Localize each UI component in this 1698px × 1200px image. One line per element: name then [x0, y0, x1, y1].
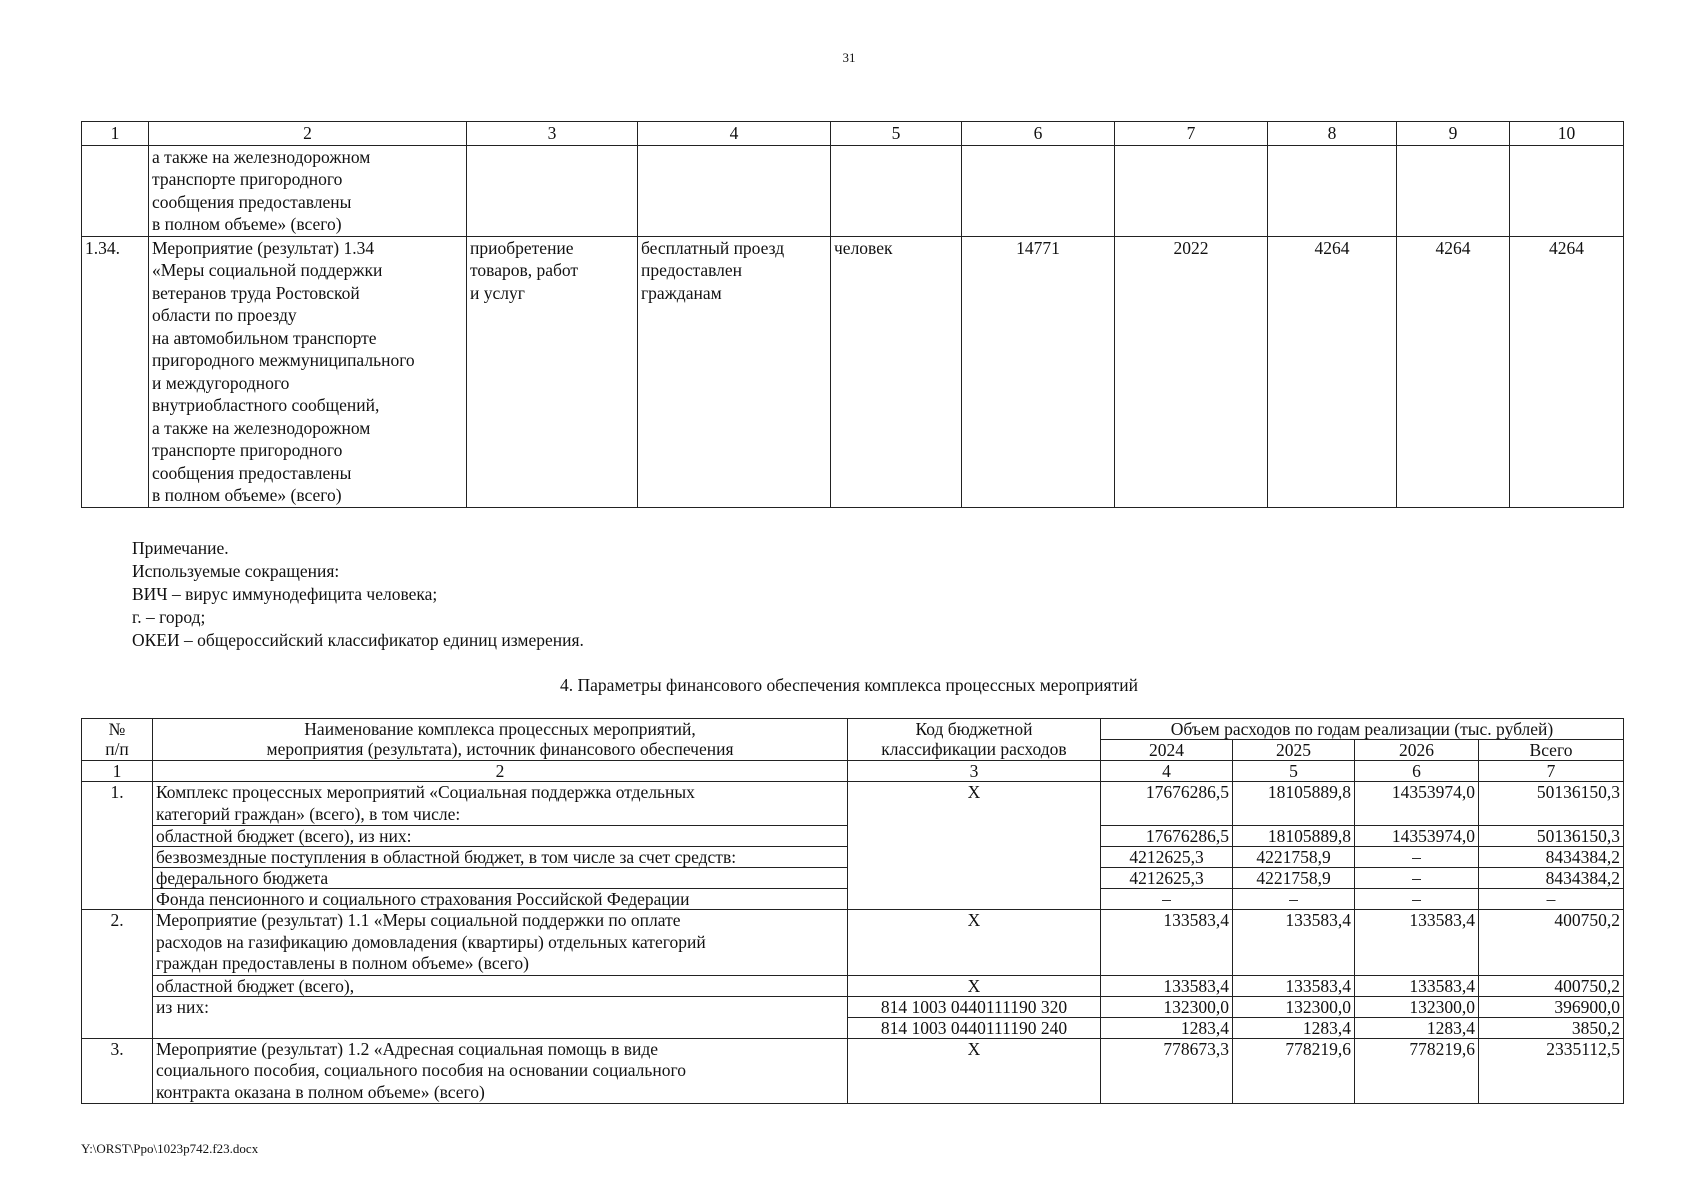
header-budget-code: Код бюджетной классификации расходов [848, 719, 1101, 761]
column-number: 6 [962, 122, 1115, 146]
value-cell: 1283,4 [1355, 1017, 1479, 1038]
financing-table [81, 718, 1624, 1104]
row-number: 1.34. [82, 236, 149, 507]
note-line: г. – город; [132, 607, 206, 627]
text-line: транспорте пригородного [152, 169, 343, 189]
column-number: 9 [1397, 122, 1510, 146]
text-line: Мероприятие (результат) 1.34 [152, 237, 375, 258]
header-year: 2025 [1233, 740, 1355, 761]
value-cell: 132300,0 [1355, 996, 1479, 1017]
value-cell: 4264 [1510, 236, 1624, 507]
column-number: 1 [82, 761, 153, 782]
value-cell: 1283,4 [1233, 1017, 1355, 1038]
column-number: 5 [1233, 761, 1355, 782]
text-line: в полном объеме» (всего) [152, 485, 342, 505]
okei-cell: 14771 [962, 236, 1115, 507]
column-number: 6 [1355, 761, 1479, 782]
text-line: а также на железнодорожном [152, 417, 371, 438]
budget-code-cell: X [848, 975, 1101, 996]
characteristic-cell [638, 236, 831, 507]
value-cell: 400750,2 [1479, 975, 1624, 996]
page-number: 31 [842, 50, 856, 65]
budget-code-cell: X [848, 782, 1101, 910]
value-cell: 2335112,5 [1479, 1038, 1624, 1104]
value-cell: 133583,4 [1101, 975, 1233, 996]
value-cell: – [1355, 847, 1479, 868]
value-cell: 17676286,5 [1101, 782, 1233, 826]
table-row [82, 782, 1624, 826]
table-row [82, 975, 1624, 996]
value-cell: 133583,4 [1355, 975, 1479, 996]
value-cell: 778673,3 [1101, 1038, 1233, 1104]
text-line: пригородного межмуниципального [152, 350, 415, 370]
table-row [82, 145, 1624, 236]
name-cell: безвозмездные поступления в областной бюджет, в том числе за счет средств: [153, 847, 848, 868]
row-number: 2. [82, 910, 153, 1039]
column-number: 1 [82, 122, 149, 146]
text-line: «Меры социальной поддержки [152, 260, 383, 280]
note-line: ВИЧ – вирус иммунодефицита человека; [132, 584, 438, 604]
table-row [82, 236, 1624, 507]
value-cell: 4212625,3 [1101, 847, 1233, 868]
value-cell: 4264 [1268, 236, 1397, 507]
table-row [82, 910, 1624, 976]
text-line: ветеранов труда Ростовской [152, 282, 360, 303]
value-cell: 778219,6 [1355, 1038, 1479, 1104]
value-cell: 132300,0 [1101, 996, 1233, 1017]
value-cell: 396900,0 [1479, 996, 1624, 1017]
text-line: приобретение [470, 237, 574, 258]
value-cell: 4221758,9 [1233, 868, 1355, 889]
text-line: и услуг [470, 282, 525, 303]
column-number: 8 [1268, 122, 1397, 146]
section-title: 4. Параметры финансового обеспечения комплекса процессных мероприятий [560, 675, 1138, 695]
value-cell: 132300,0 [1233, 996, 1355, 1017]
value-cell: 18105889,8 [1233, 826, 1355, 847]
header-year: 2024 [1101, 740, 1233, 761]
text-line: транспорте пригородного [152, 440, 343, 460]
value-cell: 4264 [1397, 236, 1510, 507]
value-cell: 1283,4 [1101, 1017, 1233, 1038]
header-number: № п/п [82, 719, 153, 761]
file-path-footer: Y:\ORST\Ppo\1023p742.f23.docx [81, 1141, 259, 1156]
text-line: и междугородного [152, 372, 290, 393]
budget-code-cell: X [848, 910, 1101, 976]
text-line: области по проезду [152, 305, 297, 325]
column-number: 4 [1101, 761, 1233, 782]
row-number: 1. [82, 782, 153, 910]
value-cell: 4212625,3 [1101, 868, 1233, 889]
name-cell: областной бюджет (всего), из них: [153, 826, 848, 847]
name-cell: Фонда пенсионного и социального страхования Российской Федерации [153, 889, 848, 910]
text-line: внутриобластного сообщений, [152, 395, 380, 415]
name-cell: из них: [153, 996, 848, 1038]
column-number: 7 [1115, 122, 1268, 146]
value-cell: 133583,4 [1101, 910, 1233, 976]
note-line: Используемые сокращения: [132, 561, 340, 581]
value-cell: – [1355, 889, 1479, 910]
value-cell: 4221758,9 [1233, 847, 1355, 868]
table-row [82, 996, 1624, 1017]
table-row [82, 1038, 1624, 1104]
name-cell [149, 236, 467, 507]
header-name: Наименование комплекса процессных мероприятий, мероприятия (результата), источник финансового обеспечения [153, 719, 848, 761]
text-line: а также на железнодорожном [152, 146, 371, 167]
value-cell: – [1233, 889, 1355, 910]
budget-code-cell: X [848, 1038, 1101, 1104]
text-line: в полном объеме» (всего) [152, 214, 342, 234]
name-cell: федерального бюджета [153, 868, 848, 889]
text-line: бесплатный проезд [641, 237, 785, 258]
note-line: ОКЕИ – общероссийский классификатор единиц измерения. [132, 630, 584, 650]
indicators-table [81, 121, 1624, 508]
header-total: Всего [1479, 740, 1624, 761]
name-cell [149, 145, 467, 236]
value-cell: 8434384,2 [1479, 847, 1624, 868]
value-cell: – [1479, 889, 1624, 910]
text-line: предоставлен [641, 260, 743, 280]
name-cell: Комплекс процессных мероприятий «Социальная поддержка отдельных категорий граждан» (всего), в том числе: [153, 782, 848, 826]
column-number: 4 [638, 122, 831, 146]
budget-code-cell: 814 1003 0440111190 240 [848, 1017, 1101, 1038]
header-year: 2026 [1355, 740, 1479, 761]
value-cell: 50136150,3 [1479, 826, 1624, 847]
value-cell: 18105889,8 [1233, 782, 1355, 826]
value-cell: 14353974,0 [1355, 826, 1479, 847]
text-line: сообщения предоставлены [152, 191, 352, 212]
column-number: 10 [1510, 122, 1624, 146]
text-line: товаров, работ [470, 260, 579, 280]
column-number: 2 [153, 761, 848, 782]
note-block [132, 537, 584, 652]
value-cell: – [1355, 868, 1479, 889]
value-cell: 8434384,2 [1479, 868, 1624, 889]
name-cell: Мероприятие (результат) 1.1 «Меры социальной поддержки по оплате расходов на газификацию домовладения (квартиры) отдельных категорий граждан предоставлены в полном объеме» (всего) [153, 910, 848, 976]
column-number-row [82, 761, 1624, 782]
column-number: 7 [1479, 761, 1624, 782]
budget-code-cell: 814 1003 0440111190 320 [848, 996, 1101, 1017]
row-number: 3. [82, 1038, 153, 1104]
name-cell: областной бюджет (всего), [153, 975, 848, 996]
column-number: 3 [467, 122, 638, 146]
unit-cell: человек [831, 236, 962, 507]
table-header-row [82, 122, 1624, 146]
type-cell [467, 236, 638, 507]
value-cell: 133583,4 [1233, 975, 1355, 996]
note-line: Примечание. [132, 538, 229, 558]
column-number: 3 [848, 761, 1101, 782]
text-line: на автомобильном транспорте [152, 327, 377, 348]
value-cell: 50136150,3 [1479, 782, 1624, 826]
value-cell: 400750,2 [1479, 910, 1624, 976]
value-cell: 133583,4 [1355, 910, 1479, 976]
column-number: 2 [149, 122, 467, 146]
value-cell: 3850,2 [1479, 1017, 1624, 1038]
value-cell: 778219,6 [1233, 1038, 1355, 1104]
year-cell: 2022 [1115, 236, 1268, 507]
header-volume: Объем расходов по годам реализации (тыс. рублей) [1101, 719, 1624, 740]
value-cell: 14353974,0 [1355, 782, 1479, 826]
name-cell: Мероприятие (результат) 1.2 «Адресная социальная помощь в виде социального пособия, социального пособия на основании социального контракта оказана в полном объеме» (всего) [153, 1038, 848, 1104]
column-number: 5 [831, 122, 962, 146]
value-cell: 133583,4 [1233, 910, 1355, 976]
table-header-row [82, 719, 1624, 740]
text-line: гражданам [641, 282, 722, 303]
text-line: сообщения предоставлены [152, 462, 352, 483]
value-cell: 17676286,5 [1101, 826, 1233, 847]
value-cell: – [1101, 889, 1233, 910]
